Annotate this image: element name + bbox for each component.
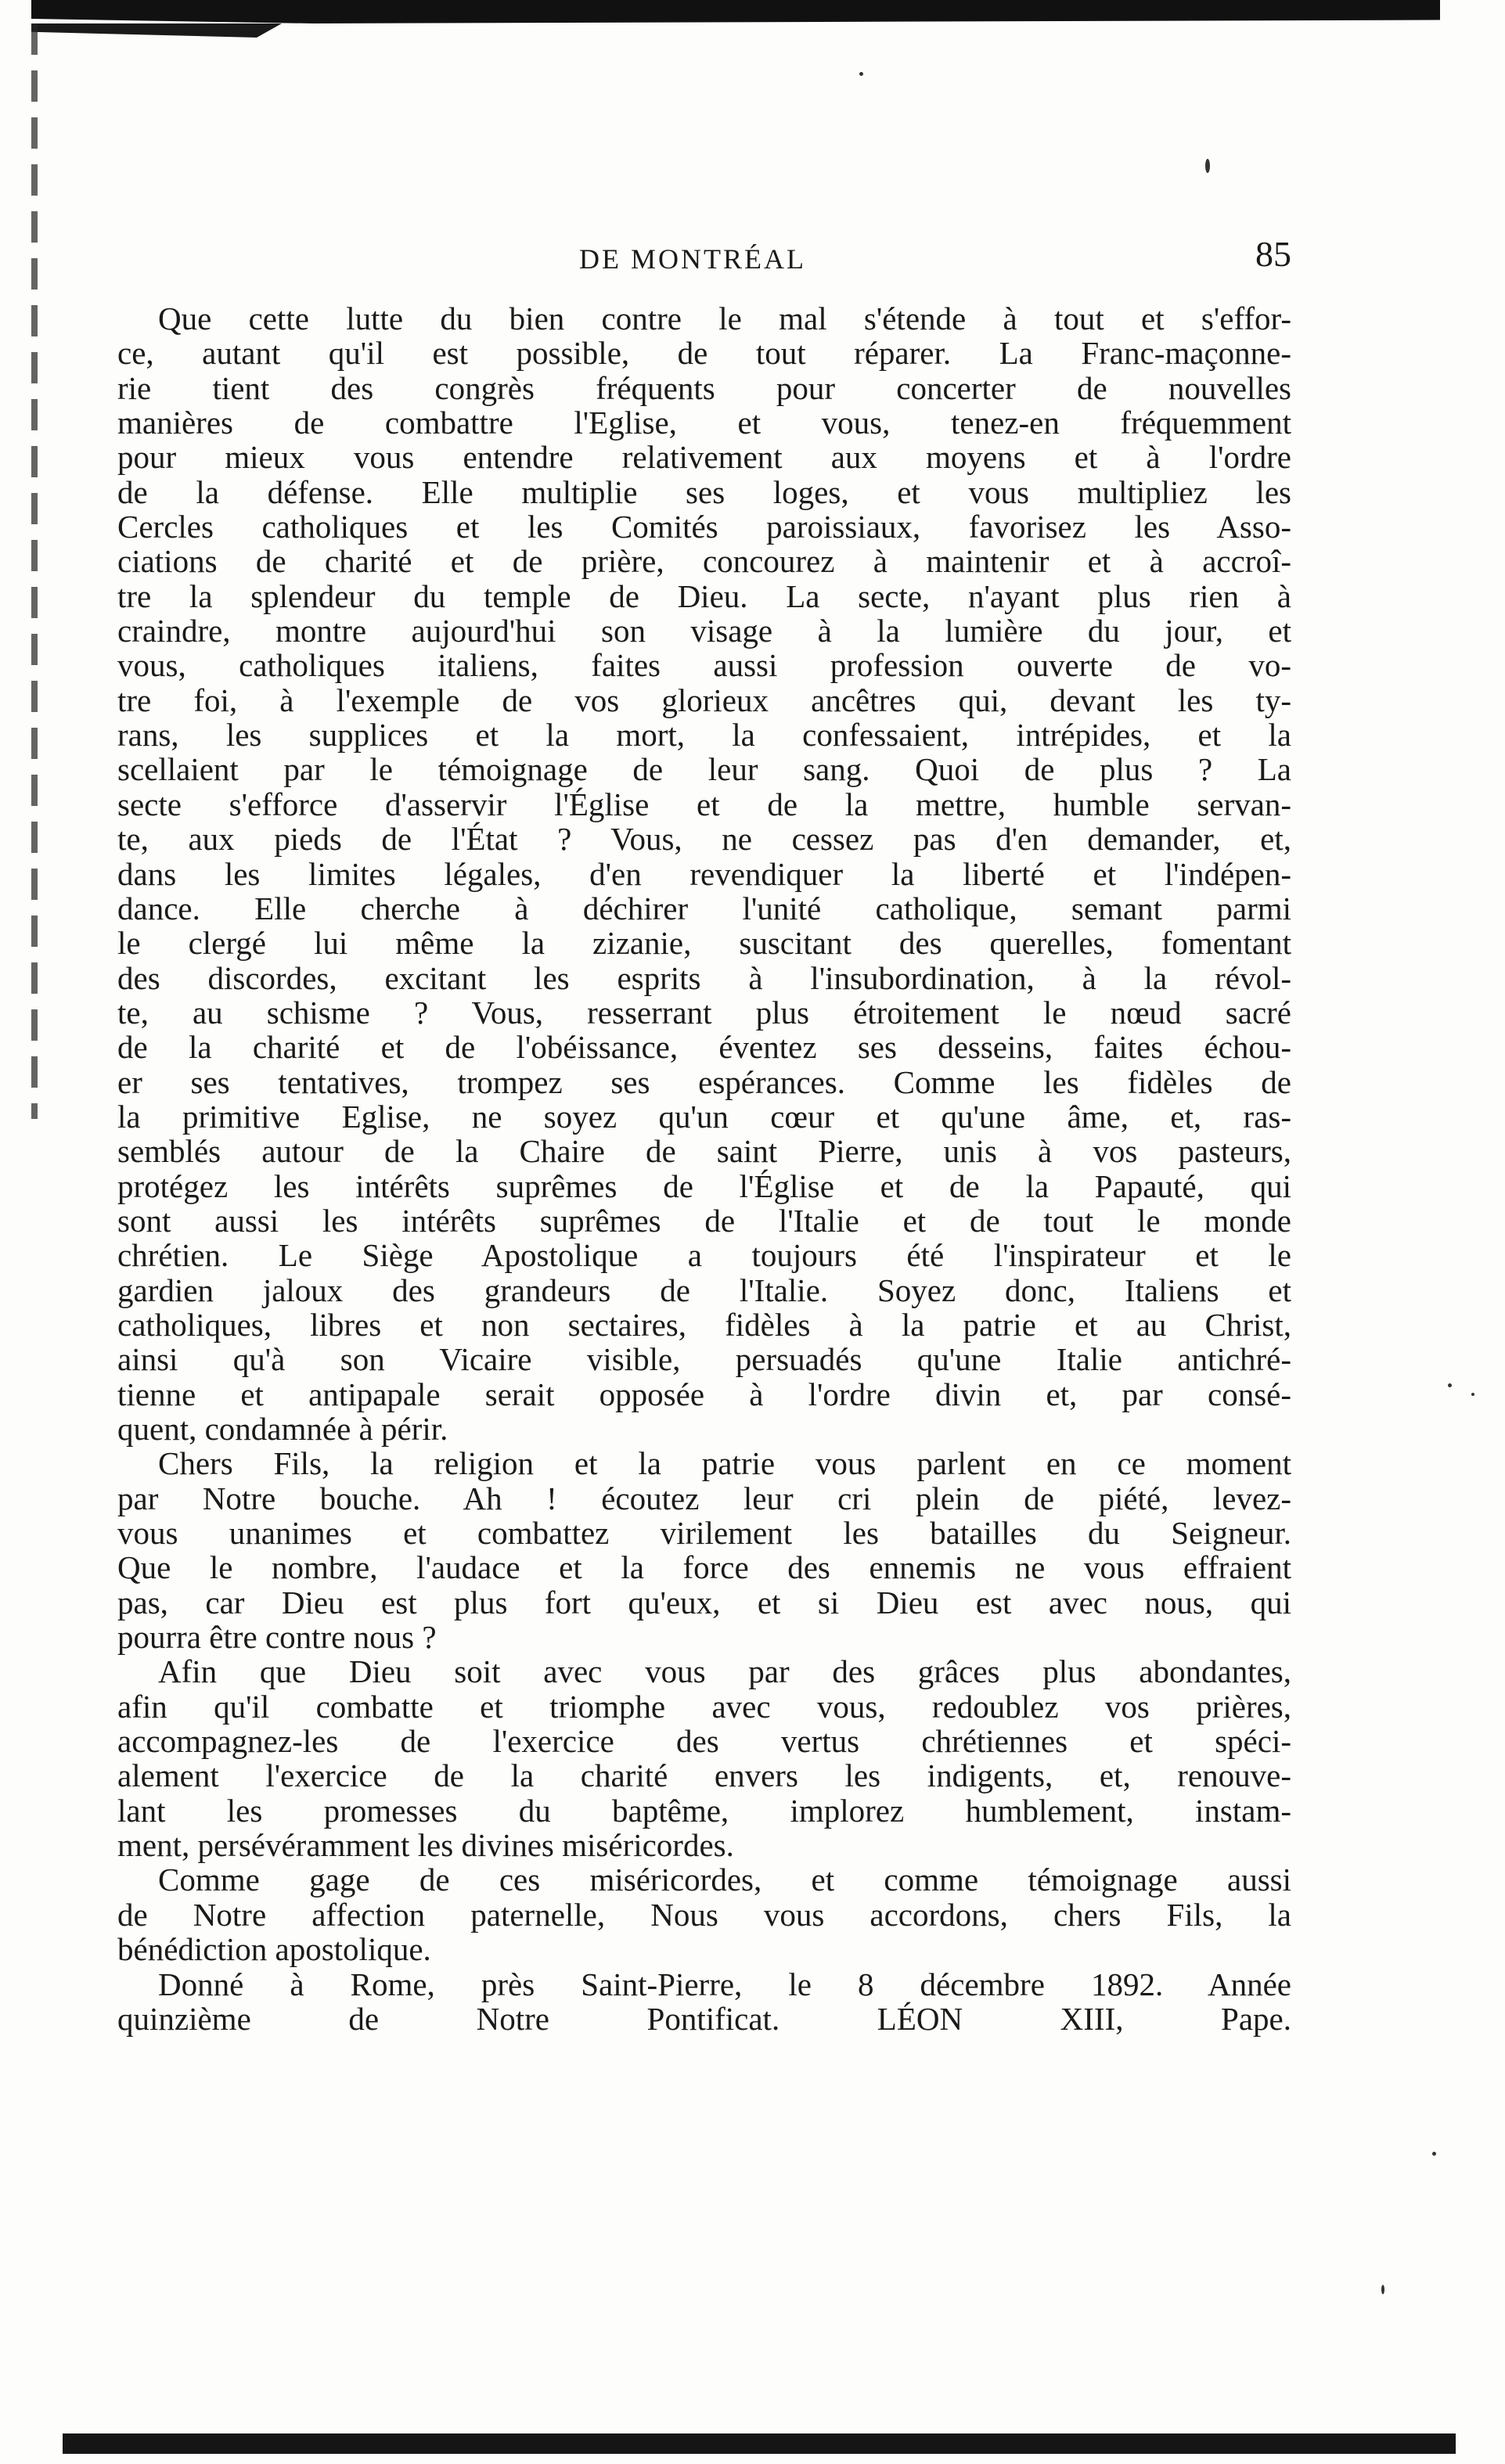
text-line: Que le nombre, l'audace et la force des ennemis ne vous effraient xyxy=(117,1549,1291,1586)
text-line: sont aussi les intérêts suprêmes de l'Italie et de tout le monde xyxy=(117,1202,1291,1239)
text-line: pour mieux vous entendre relativement aux moyens et à l'ordre xyxy=(117,439,1291,476)
page-header xyxy=(117,233,1291,288)
body-text xyxy=(117,301,1291,2036)
text-line: Afin que Dieu soit avec vous par des grâces plus abondantes, xyxy=(158,1653,1291,1690)
scan-speck xyxy=(1381,2285,1384,2294)
text-line: ce, autant qu'il est possible, de tout réparer. La Franc-maçonne- xyxy=(117,335,1291,372)
scan-speck xyxy=(1205,159,1210,173)
text-line: pourra être contre nous ? xyxy=(117,1619,437,1656)
text-line: tre la splendeur du temple de Dieu. La secte, n'ayant plus rien à xyxy=(117,577,1291,614)
top-scan-border-fragment xyxy=(31,23,282,38)
text-line: ment, persévéramment les divines miséricordes. xyxy=(117,1827,734,1864)
text-line: la primitive Eglise, ne soyez qu'un cœur et qu'une âme, et, ras- xyxy=(117,1098,1291,1135)
text-line: te, au schisme ? Vous, resserrant plus étroitement le nœud sacré xyxy=(117,994,1291,1031)
text-line: quent, condamnée à périr. xyxy=(117,1411,448,1447)
scan-speck xyxy=(1448,1383,1452,1387)
text-line: de Notre affection paternelle, Nous vous accordons, chers Fils, la xyxy=(117,1896,1291,1933)
text-line: secte s'efforce d'asservir l'Église et de la mettre, humble servan- xyxy=(117,786,1291,822)
text-line: pas, car Dieu est plus fort qu'eux, et si Dieu est avec nous, qui xyxy=(117,1584,1291,1620)
text-line: des discordes, excitant les esprits à l'insubordination, à la révol- xyxy=(117,959,1291,996)
text-line: vous unanimes et combattez virilement les batailles du Seigneur. xyxy=(117,1515,1291,1552)
text-line: chrétien. Le Siège Apostolique a toujours été l'inspirateur et le xyxy=(117,1237,1291,1274)
scan-speck xyxy=(859,72,863,76)
text-line: vous, catholiques italiens, faites aussi profession ouverte de vo- xyxy=(117,647,1291,684)
text-line: tre foi, à l'exemple de vos glorieux ancêtres qui, devant les ty- xyxy=(117,682,1291,718)
left-scan-edge xyxy=(31,23,38,1119)
text-line: dance. Elle cherche à déchirer l'unité catholique, semant parmi xyxy=(117,890,1291,926)
text-line: catholiques, libres et non sectaires, fidèles à la patrie et au Christ, xyxy=(117,1306,1291,1343)
text-line: rie tient des congrès fréquents pour concerter de nouvelles xyxy=(117,369,1291,406)
text-line: lant les promesses du baptême, implorez humblement, instam- xyxy=(117,1792,1291,1829)
text-line: afin qu'il combatte et triomphe avec vous, redoublez vos prières, xyxy=(117,1688,1291,1725)
text-line: par Notre bouche. Ah ! écoutez leur cri plein de piété, levez- xyxy=(117,1480,1291,1516)
scan-speck xyxy=(1432,2152,1436,2156)
text-line: Chers Fils, la religion et la patrie vous parlent en ce moment xyxy=(158,1445,1291,1482)
text-line: ciations de charité et de prière, concourez à maintenir et à accroî- xyxy=(117,543,1291,580)
text-line: accompagnez-les de l'exercice des vertus chrétiennes et spéci- xyxy=(117,1723,1291,1760)
top-scan-border xyxy=(31,0,1440,23)
text-line: Comme gage de ces miséricordes, et comme témoignage aussi xyxy=(158,1861,1291,1898)
text-line: dans les limites légales, d'en revendiquer la liberté et l'indépen- xyxy=(117,855,1291,892)
text-line: tienne et antipapale serait opposée à l'ordre divin et, par consé- xyxy=(117,1376,1291,1412)
page-number: 85 xyxy=(1255,234,1291,274)
text-line: scellaient par le témoignage de leur sang. Quoi de plus ? La xyxy=(117,751,1291,788)
text-line: alement l'exercice de la charité envers les indigents, et, renouve- xyxy=(117,1757,1291,1794)
text-line: manières de combattre l'Eglise, et vous, tenez-en fréquemment xyxy=(117,405,1291,441)
running-title: DE MONTRÉAL xyxy=(579,243,806,275)
text-line: ainsi qu'à son Vicaire visible, persuadés qu'une Italie antichré- xyxy=(117,1341,1291,1378)
scan-speck xyxy=(1471,1393,1474,1396)
text-line: Cercles catholiques et les Comités paroissiaux, favorisez les Asso- xyxy=(117,509,1291,545)
text-line: Que cette lutte du bien contre le mal s'étende à tout et s'effor- xyxy=(158,300,1291,336)
text-line: craindre, montre aujourd'hui son visage à la lumière du jour, et xyxy=(117,613,1291,649)
text-line: rans, les supplices et la mort, la confessaient, intrépides, et la xyxy=(117,717,1291,754)
text-line: er ses tentatives, trompez ses espérances. Comme les fidèles de xyxy=(117,1063,1291,1100)
text-line: le clergé lui même la zizanie, suscitant des querelles, fomentant xyxy=(117,925,1291,962)
text-line: Donné à Rome, près Saint-Pierre, le 8 décembre 1892. Année xyxy=(158,1966,1291,2002)
signature-line: quinzième de Notre Pontificat. LÉON XIII, Pape. xyxy=(117,2000,1291,2037)
bottom-scan-border xyxy=(63,2433,1456,2454)
text-line: gardien jaloux des grandeurs de l'Italie. Soyez donc, Italiens et xyxy=(117,1272,1291,1308)
text-line: semblés autour de la Chaire de saint Pierre, unis à vos pasteurs, xyxy=(117,1133,1291,1170)
text-line: de la défense. Elle multiplie ses loges, et vous multipliez les xyxy=(117,473,1291,510)
text-line: de la charité et de l'obéissance, éventez ses desseins, faites échou- xyxy=(117,1029,1291,1066)
text-line: bénédiction apostolique. xyxy=(117,1931,431,1968)
text-line: te, aux pieds de l'État ? Vous, ne cessez pas d'en demander, et, xyxy=(117,821,1291,858)
text-line: protégez les intérêts suprêmes de l'Église et de la Papauté, qui xyxy=(117,1167,1291,1204)
